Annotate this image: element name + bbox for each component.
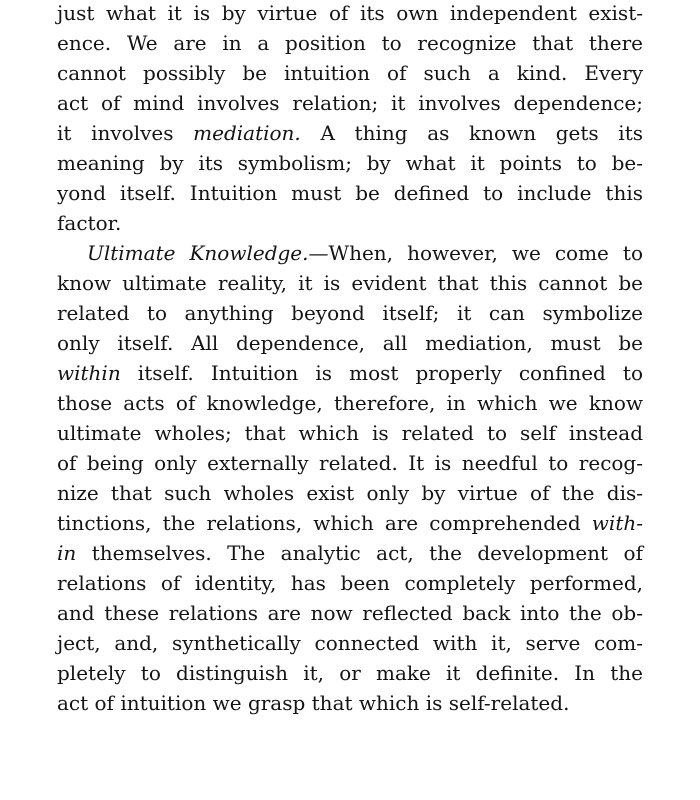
text-line [57,118,643,148]
text-line [57,658,643,688]
text-line [57,208,643,238]
text-run: itself. Intuition is most properly confined to [120,361,643,385]
document-page [57,0,643,718]
text-line [57,268,643,298]
italic-text: Ultimate Knowledge. [87,241,309,265]
text-line [57,178,643,208]
text-run: it involves [57,121,194,145]
text-line [57,628,643,658]
text-run: tinctions, the relations, which are comprehended [57,511,592,535]
paragraph-2 [57,238,643,718]
text-line [57,88,643,118]
text-run: act of mind involves relation; it involves dependence; [57,91,643,115]
italic-text: with- [591,511,643,535]
text-run: only itself. All dependence, all mediation, must be [57,331,643,355]
text-run: ence. We are in a position to recognize that there [57,31,643,55]
text-line [57,358,643,388]
text-run: ultimate wholes; that which is related to self instead [57,421,643,445]
text-run: know ultimate reality, it is evident that this cannot be [57,271,643,295]
text-line [57,388,643,418]
text-run: relations of identity, has been completely performed, [57,571,643,595]
text-run: related to anything beyond itself; it can symbolize [57,301,643,325]
text-run: yond itself. Intuition must be defined to include this [57,181,643,205]
text-run: just what it is by virtue of its own independent exist- [57,1,643,25]
text-run: pletely to distinguish it, or make it definite. In the [57,661,643,685]
text-line [57,478,643,508]
text-run: A thing as known gets its [300,121,644,145]
text-line [57,418,643,448]
text-run: —When, however, we come to [308,241,644,265]
text-line [57,688,643,718]
text-run: factor. [57,211,122,235]
text-run: ject, and, synthetically connected with it, serve com- [57,631,643,655]
text-run: those acts of knowledge, therefore, in which we know [57,391,643,415]
text-run: themselves. The analytic act, the development of [76,541,643,565]
text-run: of being only externally related. It is needful to recog- [57,451,643,475]
text-line [57,508,643,538]
text-line [57,58,643,88]
text-run: meaning by its symbolism; by what it points to be- [57,151,643,175]
italic-text: in [57,541,77,565]
paragraph-1 [57,0,643,238]
text-line [57,598,643,628]
italic-text: within [57,361,121,385]
text-line [57,328,643,358]
text-line [57,0,643,28]
text-line [57,538,643,568]
text-run: nize that such wholes exist only by virtue of the dis- [57,481,643,505]
text-line [57,28,643,58]
text-line [57,568,643,598]
text-line [57,148,643,178]
italic-text: mediation. [193,121,301,145]
text-line [57,298,643,328]
text-line [57,238,643,268]
text-line [57,448,643,478]
text-run: and these relations are now reflected back into the ob- [57,601,643,625]
text-run: cannot possibly be intuition of such a kind. Every [57,61,643,85]
text-run: act of intuition we grasp that which is self-related. [57,691,570,715]
